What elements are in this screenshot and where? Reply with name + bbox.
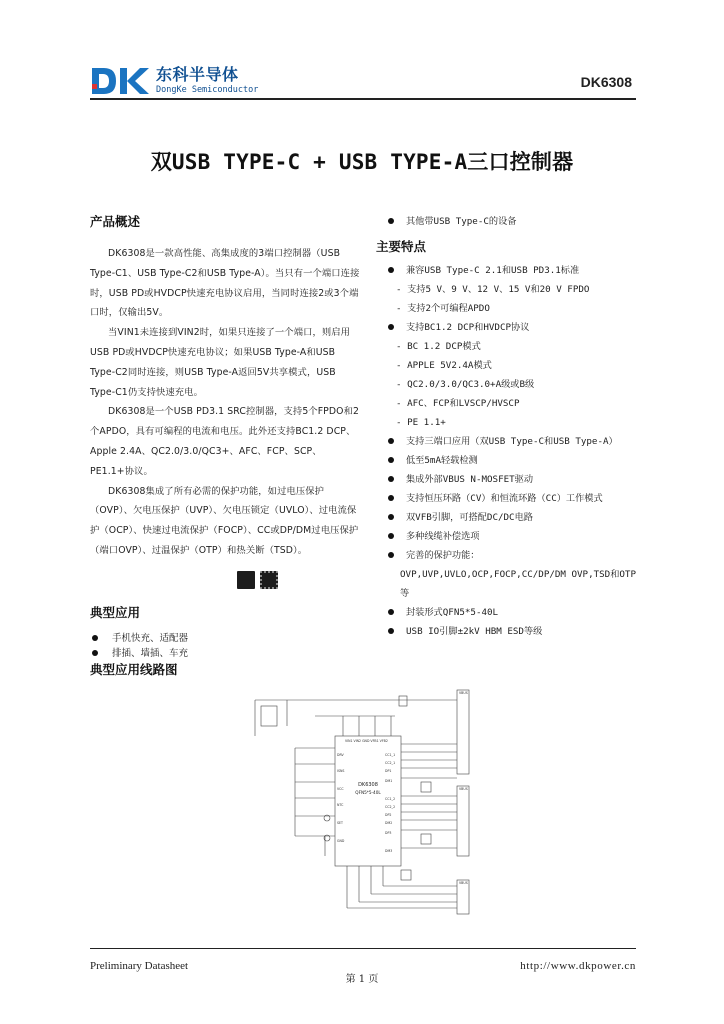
feature-subitem: - 支持2个可编程APDO — [396, 303, 490, 314]
header-divider — [90, 98, 636, 100]
svg-text:GND: GND — [337, 839, 345, 843]
svg-text:VBUS: VBUS — [459, 691, 468, 695]
bullet-icon — [388, 267, 394, 273]
applications-heading: 典型应用 — [90, 604, 141, 620]
svg-text:VCC: VCC — [337, 787, 344, 791]
svg-text:NTC: NTC — [337, 803, 344, 807]
overview-heading: 产品概述 — [90, 214, 141, 229]
list-item: 其他带USB Type-C的设备 — [376, 212, 641, 231]
bullet-icon — [92, 650, 98, 656]
bullet-icon — [388, 552, 394, 558]
feature-item: 支持三端口应用（双USB Type-C和USB Type-A） — [376, 432, 641, 451]
feature-item: 封装形式QFN5*5-40L — [376, 603, 641, 622]
chip-top-icon — [237, 571, 255, 589]
overview-paragraph: DK6308集成了所有必需的保护功能，如过电压保护（OVP）、欠电压保护（UVP）、欠电压锁定（UVLO）、过电流保护（OCP）、快速过电流保护（FOCP）、CC或DP/DM过电压保护（端口OVP）、过温保护（OTP）和热关断（TSD）。 — [90, 485, 359, 556]
overview-paragraph: DK6308是一个USB PD3.1 SRC控制器，支持5个FPDO和2个APDO，具有可编程的电流和电压。此外还支持BC1.2 DCP、Apple 2.4A、QC2.0/3.0/QC3+、AFC、FCP、SCP、PE1.1+协议。 — [90, 406, 359, 477]
feature-item: 集成外部VBUS N-MOSFET驱动 — [376, 470, 641, 489]
bullet-icon — [388, 514, 394, 520]
svg-text:CC2_2: CC2_2 — [385, 805, 396, 809]
svg-text:VIN1 VIN2 GND VFB1 VFB2: VIN1 VIN2 GND VFB1 VFB2 — [345, 739, 388, 743]
svg-text:CC1_2: CC1_2 — [385, 797, 396, 801]
dk-logo-icon — [90, 64, 152, 98]
overview-paragraph: DK6308是一款高性能、高集成度的3端口控制器（USB Type-C1、USB Type-C2和USB Type-A）。当只有一个端口连接时，USB PD或HVDCP快速充电协议启用，当同时连接2或3个端口时，仅输出5V。 — [90, 248, 360, 319]
feature-subitem: 等 — [400, 588, 410, 599]
feature-item: 支持恒压环路（CV）和恒流环路（CC）工作模式 — [376, 489, 641, 508]
svg-text:DP2: DP2 — [385, 813, 392, 817]
logo-english-name: DongKe Semiconductor — [156, 85, 259, 96]
overview-paragraph: 当VIN1未连接到VIN2时，如果只连接了一个端口，则启用USB PD或HVDCP快速充电协议；如果USB Type-A和USB Type-C2同时连接，则USB Type-A返回5V共享模式，USB Type-C1仍支持快速充电。 — [90, 327, 351, 398]
bullet-icon — [388, 628, 394, 634]
bullet-icon — [388, 324, 394, 330]
document-title: 双USB TYPE-C + USB TYPE-A三口控制器 — [150, 150, 574, 174]
bullet-icon — [92, 635, 98, 641]
svg-text:DM3: DM3 — [385, 849, 393, 853]
bullet-icon — [388, 609, 394, 615]
company-logo — [90, 64, 258, 98]
bullet-icon — [388, 533, 394, 539]
application-circuit-diagram — [235, 686, 475, 920]
bullet-icon — [388, 438, 394, 444]
feature-item: 支持BC1.2 DCP和HVDCP协议 — [376, 318, 641, 337]
footer-website-link[interactable]: http://www.dkpower.cn — [520, 960, 636, 972]
page-number: 第 1 页 — [345, 974, 379, 985]
applications-list-continued — [376, 212, 641, 231]
svg-text:CC2_1: CC2_1 — [385, 761, 396, 765]
list-item: 手机快充、适配器 — [90, 631, 362, 646]
svg-text:DP3: DP3 — [385, 831, 392, 835]
feature-subitem: OVP,UVP,UVLO,OCP,FOCP,CC/DP/DM OVP,TSD和OTP — [400, 569, 636, 580]
bullet-icon — [388, 218, 394, 224]
feature-subitem: - APPLE 5V2.4A模式 — [396, 360, 492, 371]
feature-subitem: - BC 1.2 DCP模式 — [396, 341, 481, 352]
svg-text:SET: SET — [337, 821, 343, 825]
feature-item: 多种线缆补偿选项 — [376, 527, 641, 546]
page-header — [90, 62, 636, 102]
svg-text:DM2: DM2 — [385, 821, 393, 825]
bullet-icon — [388, 495, 394, 501]
feature-subitem: - QC2.0/3.0/QC3.0+A级或B级 — [396, 379, 535, 390]
left-column — [90, 212, 362, 661]
svg-text:VBUS: VBUS — [459, 787, 468, 791]
svg-text:DM1: DM1 — [385, 779, 393, 783]
circuit-heading: 典型应用线路图 — [90, 662, 178, 677]
feature-subitem: - 支持5 V、9 V、12 V、15 V和20 V FPDO — [396, 284, 590, 295]
chip-bottom-icon — [260, 571, 278, 589]
feature-item: 低至5mA轻载检测 — [376, 451, 641, 470]
feature-subitem: - AFC、FCP和LVSCP/HVSCP — [396, 398, 520, 409]
features-list — [376, 261, 641, 641]
svg-text:CC1_1: CC1_1 — [385, 753, 396, 757]
footer-doc-status: Preliminary Datasheet — [90, 960, 189, 972]
ic-package-label: QFN5*5-40L — [355, 790, 381, 795]
feature-item: 双VFB引脚，可搭配DC/DC电路 — [376, 508, 641, 527]
right-column — [376, 212, 641, 641]
svg-text:VBUS: VBUS — [459, 881, 468, 885]
part-number: DK6308 — [580, 74, 632, 90]
logo-chinese-name: 东科半导体 — [156, 65, 239, 85]
feature-item: USB IO引脚±2kV HBM ESD等级 — [376, 622, 641, 641]
feature-item: 完善的保护功能： — [376, 546, 641, 565]
feature-item: 兼容USB Type-C 2.1和USB PD3.1标准 — [376, 261, 641, 280]
features-heading: 主要特点 — [376, 239, 427, 254]
ic-label: DK6308 — [358, 782, 378, 788]
footer-divider — [90, 948, 636, 949]
svg-text:ISNS: ISNS — [337, 769, 345, 773]
bullet-icon — [388, 457, 394, 463]
svg-text:DP1: DP1 — [385, 769, 392, 773]
bullet-icon — [388, 476, 394, 482]
feature-subitem: - PE 1.1+ — [396, 417, 446, 428]
svg-text:DRV: DRV — [337, 753, 344, 757]
list-item: 排插、墙插、车充 — [90, 646, 362, 661]
applications-list — [90, 631, 362, 661]
package-images — [152, 571, 362, 589]
